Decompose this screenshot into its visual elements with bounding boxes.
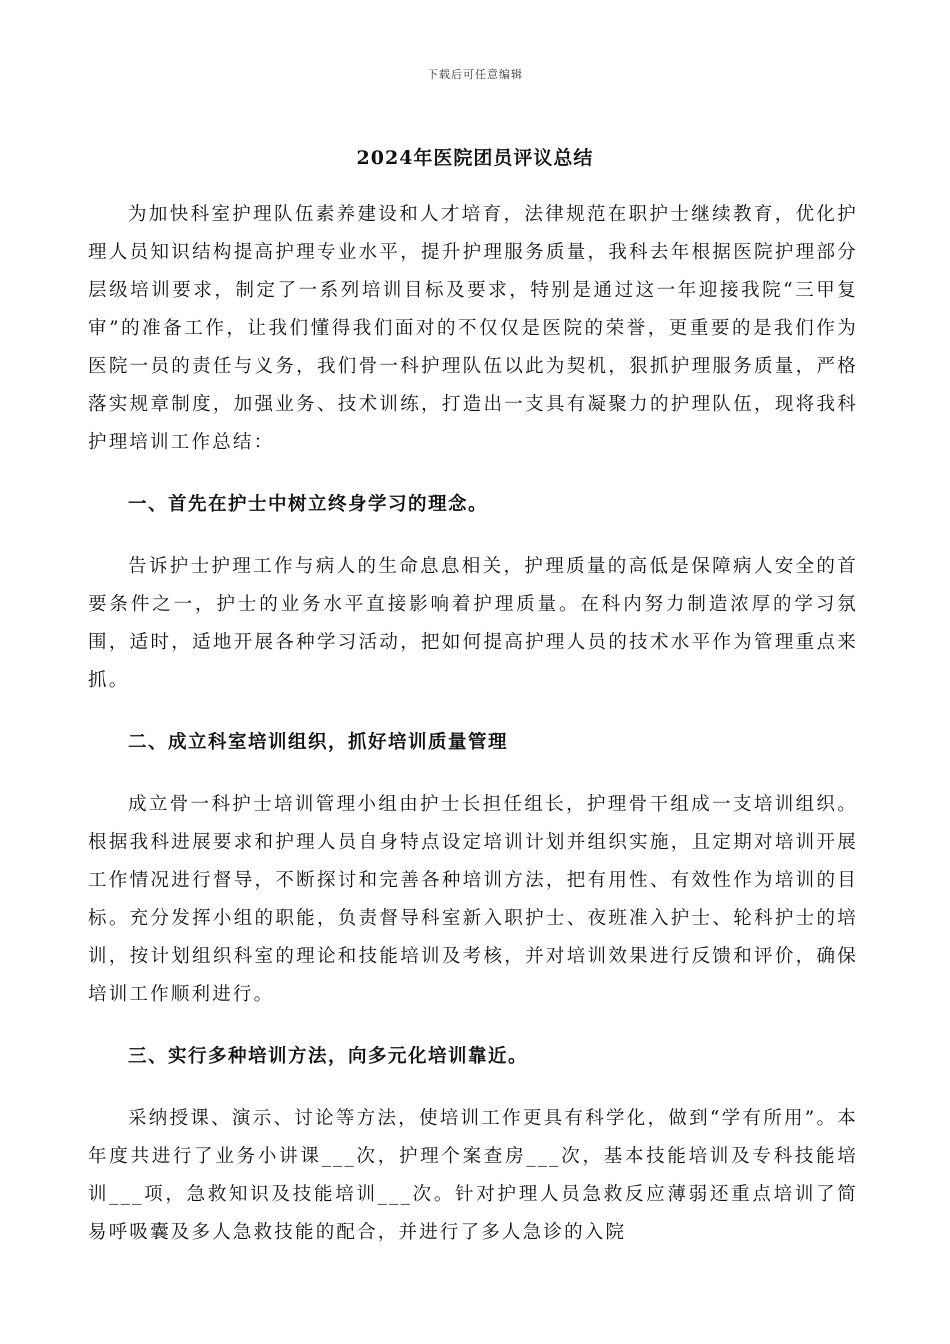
section-body-2: 成立骨一科护士培训管理小组由护士长担任组长，护理骨干组成一支培训组织。根据我科进展要求和护理人员自身特点设定培训计划并组织实施，且定期对培训开展工作情况进行督导，不断探讨和完善各种培训方法，把有用性、有效性作为培训的目标。充分发挥小组的职能，负责督导科室新入职护士、夜班准入护士、轮科护士的培训，按计划组织科室的理论和技能培训及考核，并对培训效果进行反馈和评价，确保培训工作顺利进行。: [88, 794, 858, 1005]
section-heading-2: 二、成立科室培训组织，抓好培训质量管理: [128, 732, 509, 753]
section-body-3: 采纳授课、演示、讨论等方法，使培训工作更具有科学化，做到“学有所用”。本年度共进行了业务小讲课___次，护理个案查房___次，基本技能培训及专科技能培训___项，急救知识及技能培训___次。针对护理人员急救反应薄弱还重点培训了简易呼吸囊及多人急救技能的配合，并进行了多人急诊的入院: [88, 1108, 858, 1243]
intro-paragraph: 为加快科室护理队伍素养建设和人才培育，法律规范在职护士继续教育，优化护理人员知识结构提高护理专业水平，提升护理服务质量，我科去年根据医院护理部分层级培训要求，制定了一系列培训目标及要求，特别是通过这一年迎接我院“三甲复审”的准备工作，让我们懂得我们面对的不仅仅是医院的荣誉，更重要的是我们作为医院一员的责任与义务，我们骨一科护理队伍以此为契机，狠抓护理服务质量，严格落实规章制度，加强业务、技术训练，打造出一支具有凝聚力的护理队伍，现将我科护理培训工作总结：: [88, 204, 858, 453]
document-body: [88, 196, 858, 1252]
section-heading-1: 一、首先在护士中树立终身学习的理念。: [128, 494, 489, 515]
section-heading-3: 三、实行多种培训方法，向多元化培训靠近。: [128, 1046, 529, 1067]
header-note: 下载后可任意编辑: [427, 68, 523, 81]
document-title: 2024年医院团员评议总结: [356, 147, 594, 169]
section-body-1: 告诉护士护理工作与病人的生命息息相关，护理质量的高低是保障病人安全的首要条件之一，护士的业务水平直接影响着护理质量。在科内努力制造浓厚的学习氛围，适时，适地开展各种学习活动，把如何提高护理人员的技术水平作为管理重点来抓。: [88, 556, 858, 691]
